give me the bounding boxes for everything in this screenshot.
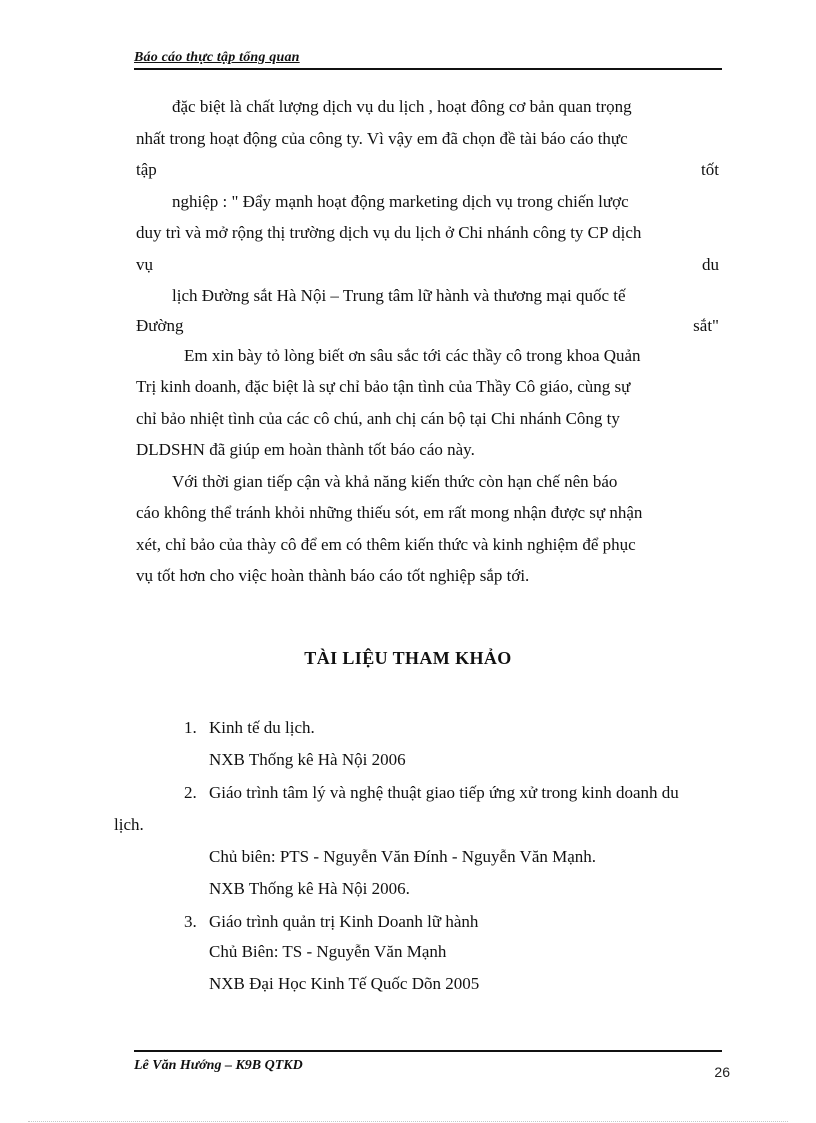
paragraph-line: cáo không thể tránh khỏi những thiếu sót, em rất mong nhận được sự nhận bbox=[136, 503, 643, 522]
paragraph-line: Trị kinh doanh, đặc biệt là sự chỉ bảo tận tình của Thầy Cô giáo, cùng sự bbox=[136, 377, 631, 396]
reference-item bbox=[136, 712, 719, 777]
reference-number: 2. bbox=[184, 782, 197, 802]
reference-title-row bbox=[136, 777, 719, 809]
line-word: tập bbox=[136, 160, 157, 179]
reference-item bbox=[114, 777, 719, 906]
footer-author: Lê Văn Hướng – K9B QTKD bbox=[134, 1058, 303, 1073]
line-word: sắt" bbox=[693, 315, 719, 335]
reference-detail: Chủ Biên: TS - Nguyễn Văn Mạnh bbox=[209, 942, 447, 962]
paragraph-line: chỉ bảo nhiệt tình của các cô chú, anh chị cán bộ tại Chi nhánh Công ty bbox=[136, 408, 620, 428]
reference-title: Giáo trình tâm lý và nghệ thuật giao tiếp ứng xử trong kinh doanh du bbox=[209, 782, 679, 802]
header-rule bbox=[134, 68, 722, 70]
paragraph-line: nhất trong hoạt động của công ty. Vì vậy em đã chọn đề tài báo cáo thực bbox=[136, 128, 628, 148]
reference-detail: NXB Thống kê Hà Nội 2006. bbox=[209, 879, 410, 899]
paragraph-line bbox=[136, 249, 719, 281]
reference-detail: NXB Đại Học Kinh Tế Quốc Dõn 2005 bbox=[209, 974, 480, 994]
paragraph-line: Với thời gian tiếp cận và khả năng kiến thức còn hạn chế nên báo bbox=[172, 471, 618, 491]
paragraph-line: xét, chỉ bảo của thày cô để em có thêm kiến thức và kinh nghiệm để phục bbox=[136, 534, 636, 554]
body-text bbox=[136, 91, 719, 592]
references-list bbox=[114, 712, 719, 1002]
page-number: 26 bbox=[714, 1064, 730, 1080]
line-word: du bbox=[702, 254, 719, 274]
footer-rule bbox=[134, 1050, 722, 1052]
line-word: vụ bbox=[136, 254, 153, 274]
reference-item bbox=[136, 906, 719, 1002]
paragraph-line bbox=[136, 154, 719, 186]
reference-title: Kinh tế du lịch. bbox=[209, 718, 315, 737]
paragraph-line: duy trì và mở rộng thị trường dịch vụ du lịch ở Chi nhánh công ty CP dịch bbox=[136, 223, 642, 242]
page-bottom-divider bbox=[28, 1121, 788, 1122]
references-heading: TÀI LIỆU THAM KHẢO bbox=[304, 648, 512, 668]
reference-detail: NXB Thống kê Hà Nội 2006 bbox=[209, 750, 406, 770]
reference-title-continuation: lịch. bbox=[114, 814, 144, 834]
reference-number: 1. bbox=[184, 718, 197, 737]
paragraph-line: Em xin bày tỏ lòng biết ơn sâu sắc tới các thầy cô trong khoa Quản bbox=[184, 345, 641, 365]
paragraph-line: lịch Đường sắt Hà Nội – Trung tâm lữ hành và thương mại quốc tế bbox=[172, 286, 626, 305]
page-header-title: Báo cáo thực tập tổng quan bbox=[134, 50, 300, 65]
paragraph-line: DLDSHN đã giúp em hoàn thành tốt báo cáo này. bbox=[136, 440, 475, 459]
line-word: tốt bbox=[701, 160, 719, 179]
paragraph-line: đặc biệt là chất lượng dịch vụ du lịch , hoạt đông cơ bản quan trọng bbox=[172, 97, 632, 116]
reference-detail: Chủ biên: PTS - Nguyễn Văn Đính - Nguyễn Văn Mạnh. bbox=[209, 847, 597, 867]
paragraph-line: vụ tốt hơn cho việc hoàn thành báo cáo tốt nghiệp sắp tới. bbox=[136, 566, 530, 585]
reference-title-row bbox=[136, 906, 719, 938]
reference-title-row bbox=[136, 712, 719, 744]
line-word: Đường bbox=[136, 315, 184, 335]
reference-title: Giáo trình quản trị Kinh Doanh lữ hành bbox=[209, 911, 479, 931]
paragraph-line: nghiệp : " Đẩy mạnh hoạt động marketing dịch vụ trong chiến lược bbox=[172, 191, 629, 211]
reference-number: 3. bbox=[184, 911, 197, 931]
paragraph-line bbox=[136, 312, 719, 340]
